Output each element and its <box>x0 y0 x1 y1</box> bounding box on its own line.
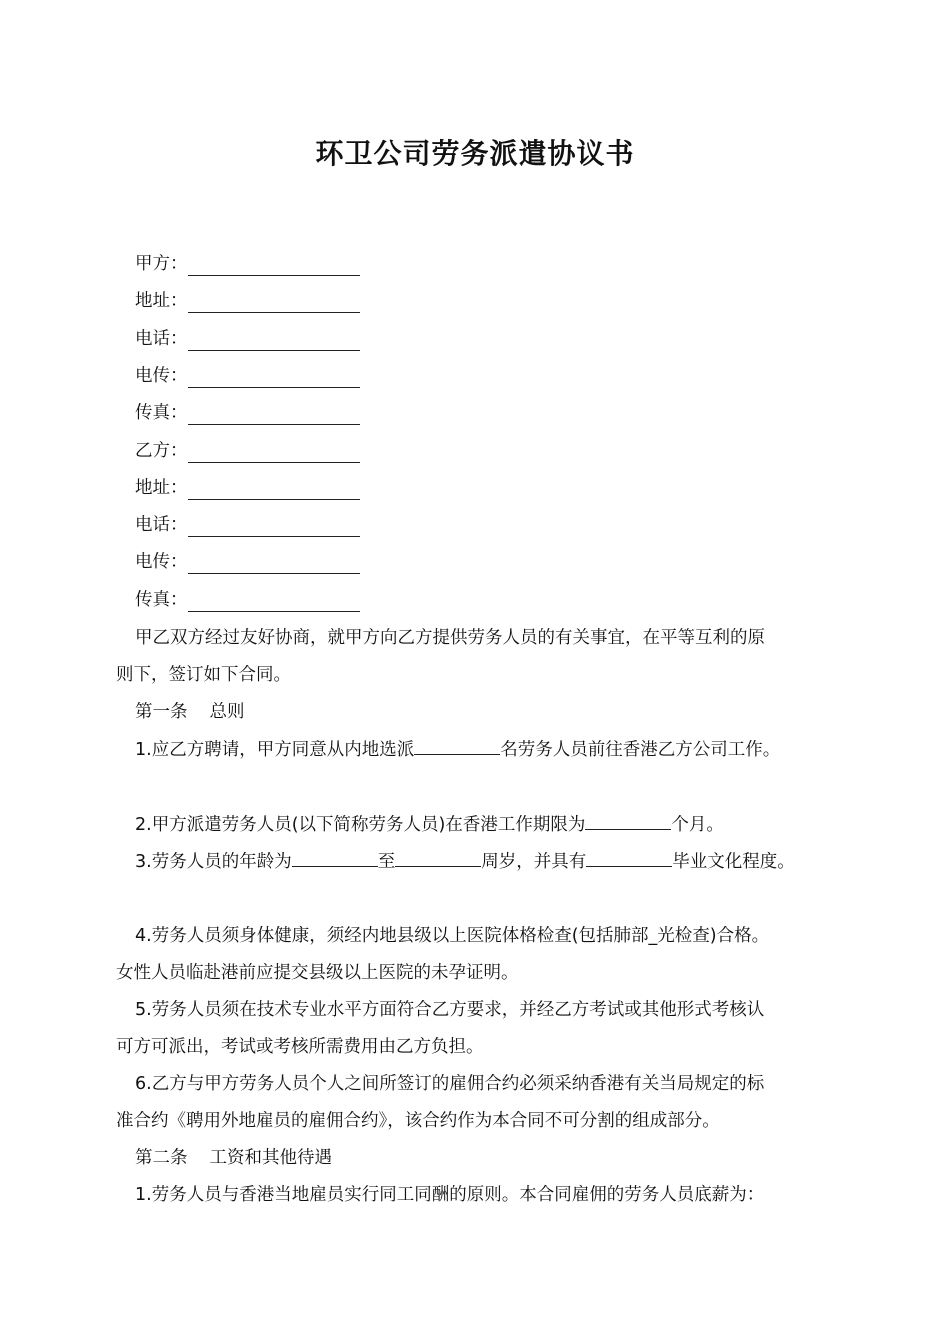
clause-1-4-line-1: 4.劳务人员须身体健康，须经内地县级以上医院体格检查(包括肺部_光检查)合格。 <box>135 926 770 946</box>
clause-text: 周岁，并具有 <box>481 852 587 872</box>
party-field-label: 乙方： <box>135 440 188 461</box>
clause-1-1 <box>135 736 780 763</box>
party-field-blank[interactable] <box>188 481 360 500</box>
article-name: 工资和其他待遇 <box>209 1148 332 1168</box>
clause-2-1: 1.劳务人员与香港当地雇员实行同工同酬的原则。本合同雇佣的劳务人员底薪为： <box>135 1185 765 1205</box>
article-2-heading <box>135 1145 332 1171</box>
fill-blank-education[interactable] <box>586 848 672 867</box>
party-field <box>135 588 360 614</box>
clause-text: 毕业文化程度。 <box>672 852 795 872</box>
article-number: 第一条 <box>135 702 188 722</box>
intro-line-2: 则下，签订如下合同。 <box>116 665 291 685</box>
party-field-blank[interactable] <box>188 294 360 313</box>
clause-1-2 <box>135 811 724 838</box>
party-field-blank[interactable] <box>188 369 360 388</box>
party-field-label: 地址： <box>135 477 188 498</box>
clause-text: 3.劳务人员的年龄为 <box>135 852 292 872</box>
clause-1-5-line-2: 可方可派出，考试或考核所需费用由乙方负担。 <box>116 1037 484 1057</box>
party-field-label: 电传： <box>135 365 188 386</box>
party-field <box>135 364 360 390</box>
clause-1-5-line-1: 5.劳务人员须在技术专业水平方面符合乙方要求，并经乙方考试或其他形式考核认 <box>135 1000 765 1020</box>
clause-text: 名劳务人员前往香港乙方公司工作。 <box>500 740 781 760</box>
clause-1-4-line-2: 女性人员临赴港前应提交县级以上医院的未孕证明。 <box>116 963 519 983</box>
party-field <box>135 513 360 539</box>
clause-text: 1.应乙方聘请，甲方同意从内地选派 <box>135 740 415 760</box>
party-field-blank[interactable] <box>188 555 360 574</box>
fill-blank-count[interactable] <box>414 736 500 755</box>
party-field <box>135 476 360 502</box>
clause-text: 至 <box>377 852 396 872</box>
fill-blank-months[interactable] <box>585 811 671 830</box>
article-number: 第二条 <box>135 1148 188 1168</box>
party-field-blank[interactable] <box>188 257 360 276</box>
clause-text: 个月。 <box>671 815 724 835</box>
party-field <box>135 401 360 427</box>
article-name: 总则 <box>209 702 245 722</box>
clause-text: 2.甲方派遣劳务人员(以下简称劳务人员)在香港工作期限为 <box>135 815 586 835</box>
party-field-blank[interactable] <box>188 518 360 537</box>
party-field-label: 电话： <box>135 328 188 349</box>
party-field <box>135 289 360 315</box>
party-field-blank[interactable] <box>188 593 360 612</box>
party-field <box>135 550 360 576</box>
party-field <box>135 327 360 353</box>
clause-1-6-line-1: 6.乙方与甲方劳务人员个人之间所签订的雇佣合约必须采纳香港有关当局规定的标 <box>135 1074 765 1094</box>
party-field-label: 电传： <box>135 552 188 573</box>
party-field-label: 电话： <box>135 515 188 536</box>
document-title: 环卫公司劳务派遣协议书 <box>315 137 635 170</box>
party-field-blank[interactable] <box>188 332 360 351</box>
party-field-label: 传真： <box>135 403 188 424</box>
fill-blank-age-max[interactable] <box>395 848 481 867</box>
clause-1-3 <box>135 848 795 875</box>
party-field <box>135 252 360 278</box>
party-field-blank[interactable] <box>188 444 360 463</box>
party-field <box>135 439 360 465</box>
intro-line-1: 甲乙双方经过友好协商，就甲方向乙方提供劳务人员的有关事宜，在平等互利的原 <box>135 628 765 648</box>
clause-1-6-line-2: 准合约《聘用外地雇员的雇佣合约》，该合约作为本合同不可分割的组成部分。 <box>116 1111 720 1131</box>
article-1-heading <box>135 699 245 725</box>
fill-blank-age-min[interactable] <box>292 848 378 867</box>
party-field-label: 传真： <box>135 589 188 610</box>
party-field-label: 地址： <box>135 291 188 312</box>
party-field-label: 甲方： <box>135 254 188 274</box>
party-field-blank[interactable] <box>188 406 360 425</box>
